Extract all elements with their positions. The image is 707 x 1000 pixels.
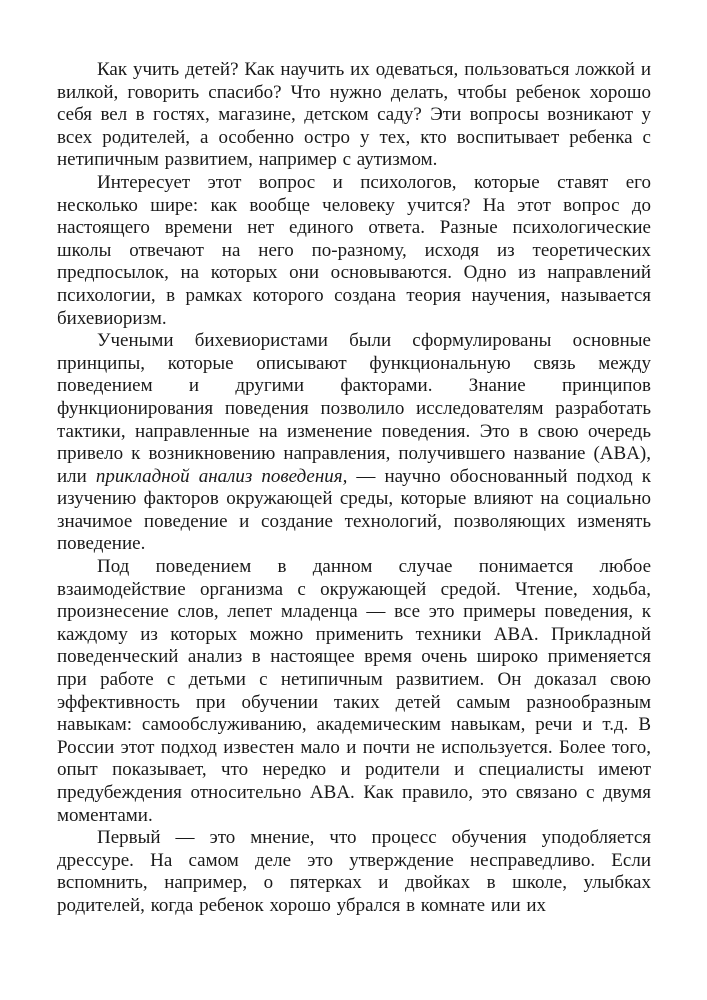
paragraph-3-text-before-term: Учеными бихевиористами были сформулированы основные принципы, которые описывают функциональную связь между поведением и другими факторами. Знание принципов функционирования поведения позволило исследователям разработать тактики, направленные на изменение поведения. Это в свою очередь привело к возникновению направления, получившего название (ABA), или bbox=[57, 330, 651, 487]
paragraph-5: Первый — это мнение, что процесс обучения уподобляется дрессуре. На самом деле это утверждение несправедливо. Если вспомнить, например, о пятерках и двойках в школе, улыбках родителей, когда ребенок хорошо убрался в комнате или их bbox=[57, 827, 651, 916]
paragraph-3-text-after-term: — научно обоснованный подход к изучению факторов окружающей среды, которые влияют на социально значимое поведение и создание технологий, позволяющих изменять поведение. bbox=[57, 465, 651, 555]
paragraph-1: Как учить детей? Как научить их одеваться, пользоваться ложкой и вилкой, говорить спасибо? Что нужно делать, чтобы ребенок хорошо себя вел в гостях, магазине, детском саду? Эти вопросы возникают у всех родителей, а особенно остро у тех, кто воспитывает ребенка с нетипичным развитием, например с аутизмом. bbox=[57, 59, 651, 171]
paragraph-3 bbox=[57, 330, 651, 556]
paragraph-2: Интересует этот вопрос и психологов, которые ставят его несколько шире: как вообще человеку учится? На этот вопрос до настоящего времени нет единого ответа. Разные психологические школы отвечают на него по-разному, исходя из теоретических предпосылок, на которых они основываются. Одно из направлений психологии, в рамках которого создана теория научения, называется бихевиоризм. bbox=[57, 171, 651, 329]
paragraph-4: Под поведением в данном случае понимается любое взаимодействие организма с окружающей средой. Чтение, ходьба, произнесение слов, лепет младенца — все это примеры поведения, к каждому из которых можно применить техники ABA. Прикладной поведенческий анализ в настоящее время очень широко применяется при работе с детьми с нетипичным развитием. Он доказал свою эффективность при обучении таких детей самым разнообразным навыкам: самообслуживанию, академическим навыкам, речи и т.д. В России этот подход известен мало и почти не используется. Более того, опыт показывает, что нередко и родители и специалисты имеют предубеждения относительно ABA. Как правило, это связано с двумя моментами. bbox=[57, 556, 651, 826]
italic-term-applied-behavior-analysis: прикладной анализ поведения, bbox=[95, 465, 348, 487]
text-block bbox=[57, 59, 651, 918]
